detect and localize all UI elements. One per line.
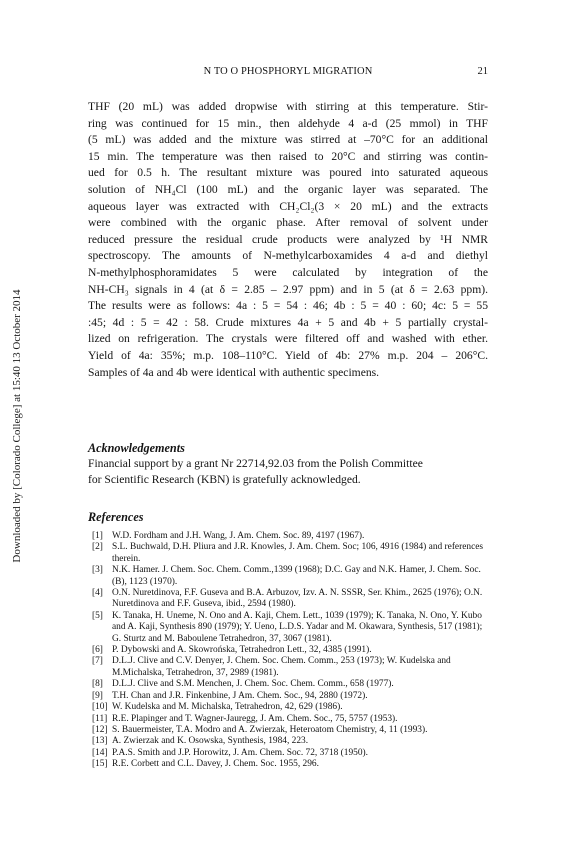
reference-text: O.N. Nuretdinova, F.F. Guseva and B.A. Arbuzov, Izv. A. N. SSSR, Ser. Khim., 2625 (1976); O.N. Nuretdinova and F.F. Guseva, ibid., 2594 (1980). [112,588,483,610]
reference-text: T.H. Chan and J.R. Finkenbine, J Am. Chem. Soc., 94, 2880 (1972). [112,690,368,701]
reference-text: P.A.S. Smith and J.P. Horowitz, J. Am. Chem. Soc. 72, 3718 (1950). [112,747,369,758]
references-heading: References [88,510,144,524]
reference-text: N.K. Hamer. J. Chem. Soc. Chem. Comm.,1399 (1968); D.C. Gay and N.K. Hamer, J. Chem. Soc. (B), 1123 (1970). [112,565,481,587]
body-line: N-methylphosphoramidates 5 were calculated by integration of the [88,265,488,279]
body-line: aqueous layer was extracted with CH₂Cl₂(3 × 20 mL) and the extracts [88,199,488,213]
reference-text: P. Dybowski and A. Skowrońska, Tetrahedron Lett., 32, 4385 (1991). [112,645,372,656]
reference-number: [7] [92,656,103,667]
reference-number: [10] [92,702,108,713]
body-line: Samples of 4a and 4b were identical with authentic specimens. [88,365,380,379]
reference-item [88,531,488,542]
reference-item [88,748,488,759]
body-line: (5 mL) was added and the mixture was stirred at –70°C for an additional [88,133,488,147]
body-line: :45; 4d : 5 = 42 : 58. Crude mixtures 4a + 5 and 4b + 5 partially crystal- [88,315,488,329]
reference-text: K. Tanaka, H. Uneme, N. Ono and A. Kaji, Chem. Lett., 1039 (1979); K. Tanaka, N. Ono, Y. Kubo and A. Kaji, Synthesis 890 (1979); Y. Ueno, L.D.S. Yadar and M. Okawara, Synthesis, 517 (1981); G. Sturtz and M. Baboulene Tetrahedron, 37, 3067 (1981). [112,610,483,644]
body-line: solution of NH₄Cl (100 mL) and the organic layer was separated. The [88,182,488,196]
body-line: spectroscopy. The amounts of N-methylcarboxamides 4 a-d and diethyl [88,249,488,263]
ack-line: Financial support by a grant Nr 22714,92.03 from the Polish Committee [88,457,423,470]
body-line: lized on refrigeration. The crystals were filtered off and washed with ether. [88,332,488,346]
reference-item [88,691,488,702]
running-title: N TO O PHOSPHORYL MIGRATION [203,66,373,77]
reference-item [88,702,488,713]
reference-number: [11] [92,713,108,724]
reference-number: [15] [92,759,108,770]
reference-number: [8] [92,679,103,690]
reference-item [88,656,488,679]
reference-item [88,611,488,645]
reference-item [88,725,488,736]
body-line: ued for 0.5 h. The resultant mixture was poured into saturated aqueous [88,166,488,180]
body-line: THF (20 mL) was added dropwise with stirring at this temperature. Stir- [88,100,488,113]
reference-number: [13] [92,736,108,747]
body-line: Yield of 4a: 35%; m.p. 108–110°C. Yield of 4b: 27% m.p. 204 – 206°C. [88,348,488,362]
reference-item [88,679,488,690]
body-line: NH-CH₃ signals in 4 (at δ = 2.85 – 2.97 ppm) and in 5 (at δ = 2.63 ppm). [88,282,488,296]
reference-text: D.L.J. Clive and C.V. Denyer, J. Chem. Soc. Chem. Comm., 253 (1973); W. Kudelska and M.Michalska, Tetrahedron, 37, 2989 (1981). [112,656,451,678]
reference-number: [5] [92,610,103,621]
body-line: were combined with the organic phase. After removal of solvent under [88,216,488,230]
reference-text: D.L.J. Clive and S.M. Menchen, J. Chem. Soc. Chem. Comm., 658 (1977). [112,679,394,690]
reference-item [88,542,488,565]
reference-number: [1] [92,531,103,541]
reference-text: W. Kudelska and M. Michalska, Tetrahedron, 42, 629 (1986). [112,702,343,713]
ack-line: for Scientific Research (KBN) is gratefully acknowledged. [88,472,361,486]
reference-number: [12] [92,724,108,735]
reference-item [88,588,488,611]
acknowledgements-text [88,456,488,487]
reference-text: S.L. Buchwald, D.H. Pliura and J.R. Knowles, J. Am. Chem. Soc; 106, 4916 (1984) and references therein. [112,542,484,564]
reference-text: R.E. Corbett and C.L. Davey, J. Chem. Soc. 1955, 296. [112,759,319,770]
reference-item [88,759,488,770]
download-watermark: Downloaded by [Colorado College] at 15:40 13 October 2014 [11,289,23,563]
reference-number: [4] [92,588,103,599]
reference-number: [9] [92,690,103,701]
reference-item [88,645,488,656]
reference-item [88,714,488,725]
reference-list [88,531,488,771]
reference-text: R.E. Plapinger and T. Wagner-Jauregg, J. Am. Chem. Soc., 75, 5757 (1953). [112,713,398,724]
body-line: The results were as follows: 4a : 5 = 54 : 46; 4b : 5 = 40 : 60; 4c: 5 = 55 [88,299,488,313]
page-number: 21 [477,66,488,77]
reference-text: S. Bauermeister, T.A. Modro and A. Zwierzak, Heteroatom Chemistry, 4, 11 (1993). [112,724,428,735]
reference-number: [14] [92,747,108,758]
body-line: reduced pressure the residual crude products were analyzed by ¹H NMR [88,232,488,246]
acknowledgements-heading: Acknowledgements [88,441,185,455]
body-line: 15 min. The temperature was then raised to 20°C and stirring was contin- [88,149,488,163]
experimental-paragraph [88,99,488,381]
reference-text: A. Zwierzak and K. Osowska, Synthesis, 1984, 223. [112,736,309,747]
running-header [88,66,488,80]
reference-number: [6] [92,645,103,656]
reference-item [88,565,488,588]
reference-number: [3] [92,565,103,576]
reference-item [88,736,488,747]
reference-number: [2] [92,542,103,553]
reference-text: W.D. Fordham and J.H. Wang, J. Am. Chem. Soc. 89, 4197 (1967). [112,531,365,541]
body-line: ring was continued for 15 min., then aldehyde 4 a-d (25 mmol) in THF [88,116,488,130]
